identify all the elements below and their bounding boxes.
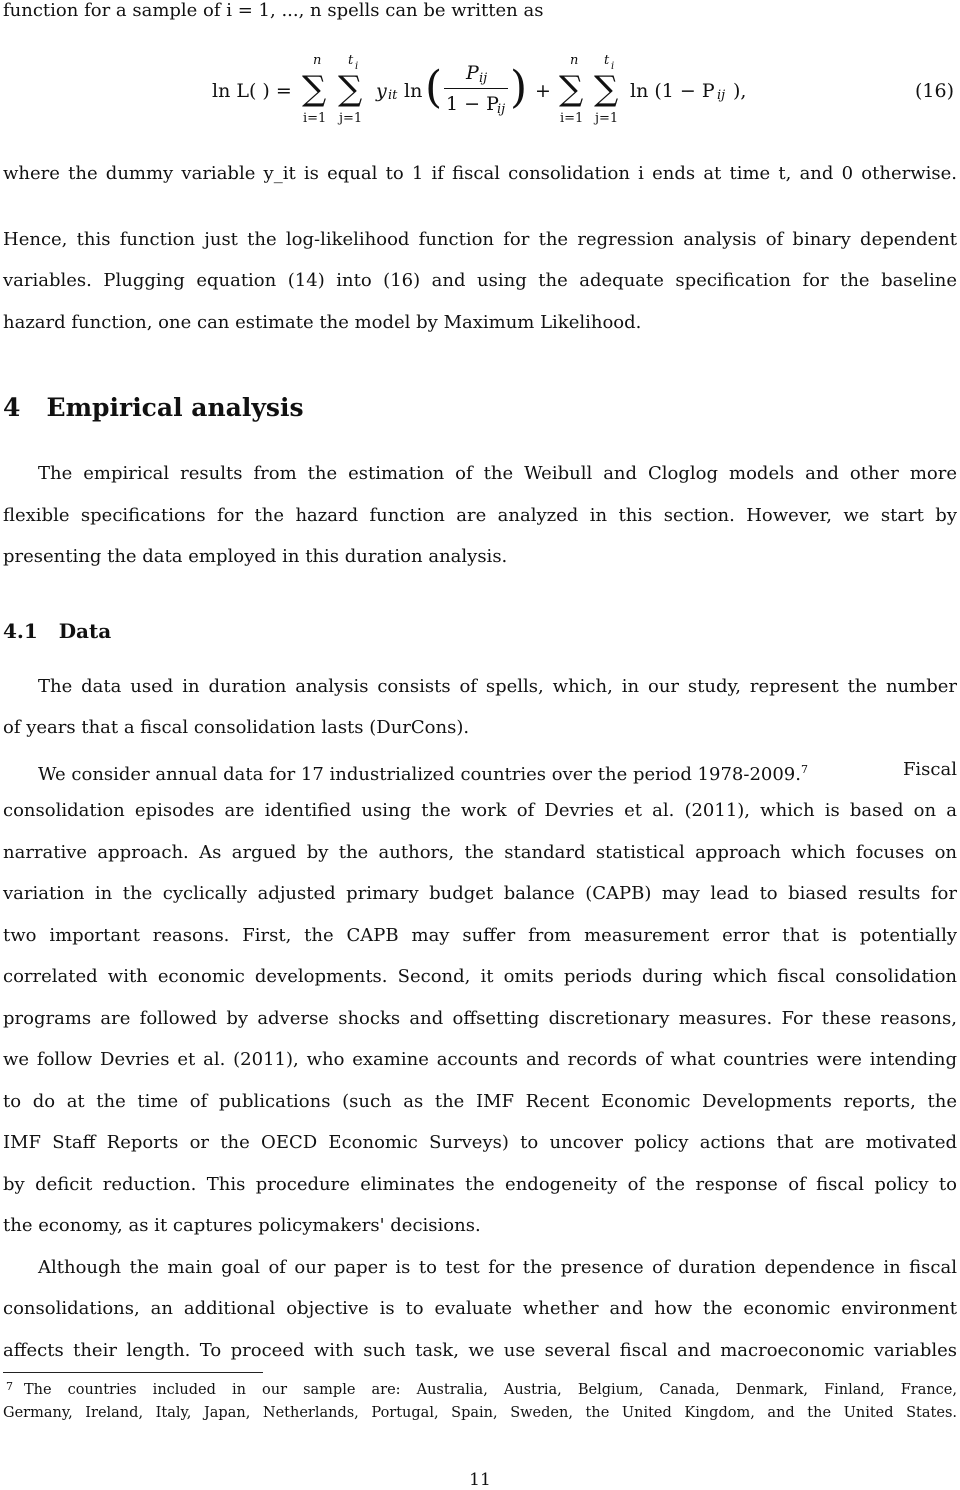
text-line: presenting the data employed in this duration analysis. [3, 546, 508, 567]
footnote-line [6, 1380, 957, 1400]
text-line: correlated with economic developments. Second, it omits periods during which fiscal consolidation [3, 966, 957, 987]
text-line: by deficit reduction. This procedure eliminates the endogeneity of the response of fiscal policy to [3, 1174, 957, 1195]
plus-sign: + [535, 80, 551, 102]
text-line: IMF Staff Reports or the OECD Economic Surveys) to uncover policy actions that are motivated [3, 1132, 957, 1153]
footnote-text: The countries included in our sample are: Australia, Austria, Belgium, Canada, Denmark, Finland, France, [24, 1382, 957, 1398]
sum-symbol: ∑ [338, 69, 363, 109]
text-span: We consider annual data for 17 industrialized countries over the period 1978-2009. [38, 764, 801, 785]
footnote-mark: 7 [6, 1380, 13, 1393]
page-number: 11 [469, 1470, 491, 1490]
text-line: the economy, as it captures policymakers' decisions. [3, 1215, 481, 1236]
subsection-title: Data [58, 619, 112, 643]
sum-lower: i=1 [560, 111, 584, 126]
text-line: where the dummy variable y_it is equal to 1 if fiscal consolidation i ends at time t, and 0 otherwise. [3, 163, 957, 184]
sum-upper-sub: i [611, 61, 615, 72]
fraction-denominator-sub: ij [497, 102, 506, 117]
term-y-sub: it [388, 88, 398, 103]
text-line [38, 759, 957, 786]
ln-term-sub: ij [717, 88, 726, 103]
text-line: flexible specifications for the hazard function are analyzed in this section. However, we start by [3, 505, 957, 526]
section-number: 4 [3, 393, 21, 422]
ln-term: ln (1 − P [630, 80, 715, 102]
text-line: variation in the cyclically adjusted primary budget balance (CAPB) may lead to biased results for [3, 883, 957, 904]
text-line: of years that a fiscal consolidation lasts (DurCons). [3, 717, 470, 738]
subsection-number: 4.1 [3, 619, 38, 643]
footnote-line: Germany, Ireland, Italy, Japan, Netherlands, Portugal, Spain, Sweden, the United Kingdom, and the United States. [3, 1405, 957, 1421]
text-line: The data used in duration analysis consists of spells, which, in our study, represent the number [38, 676, 957, 697]
footnote-rule [3, 1372, 263, 1373]
right-paren: ) [510, 62, 528, 113]
text-line: variables. Plugging equation (14) into (16) and using the adequate specification for the baseline [3, 270, 957, 291]
sum-upper: n [313, 53, 322, 68]
fraction-denominator: 1 − P [446, 93, 499, 115]
sum-lower: i=1 [303, 111, 327, 126]
fraction-numerator-sub: ij [479, 71, 488, 86]
left-paren: ( [425, 62, 443, 113]
text-line: hazard function, one can estimate the model by Maximum Likelihood. [3, 312, 642, 333]
fraction-bar [444, 88, 508, 89]
ln-term-end: ), [733, 80, 747, 102]
sum-symbol: ∑ [594, 69, 619, 109]
text-line: we follow Devries et al. (2011), who examine accounts and records of what countries were intending [3, 1049, 957, 1070]
text-line: consolidations, an additional objective is to evaluate whether and how the economic environment [3, 1298, 957, 1319]
text-line: function for a sample of i = 1, ..., n spells can be written as [3, 0, 544, 21]
equation-number: (16) [914, 80, 954, 102]
equation-lhs: ln L( ) = [212, 80, 292, 102]
term-y: y [376, 80, 387, 102]
sum-lower: j=1 [339, 111, 363, 126]
equation-16 [0, 0, 960, 140]
sum-symbol: ∑ [302, 69, 327, 109]
fraction-numerator: P [466, 62, 479, 84]
text-line: to do at the time of publications (such as the IMF Recent Economic Developments reports, the [3, 1091, 957, 1112]
text-line: narrative approach. As argued by the authors, the standard statistical approach which focuses on [3, 842, 957, 863]
sum-upper: t [604, 53, 610, 68]
sum-upper: t [348, 53, 354, 68]
sum-lower: j=1 [595, 111, 619, 126]
footnote-marker: 7 [800, 763, 808, 776]
subsection-heading [3, 619, 111, 643]
text-line: two important reasons. First, the CAPB may suffer from measurement error that is potentially [3, 925, 957, 946]
text-line: programs are followed by adverse shocks and offsetting discretionary measures. For these reasons, [3, 1008, 957, 1029]
text-line: Hence, this function just the log-likelihood function for the regression analysis of binary dependent [3, 229, 957, 250]
text-line: Although the main goal of our paper is to test for the presence of duration dependence in fiscal [38, 1257, 957, 1278]
ln-operator: ln [404, 80, 423, 102]
sum-upper: n [570, 53, 579, 68]
text-span: Fiscal [902, 759, 957, 780]
section-heading [3, 393, 304, 423]
sum-upper-sub: i [355, 61, 359, 72]
text-line: consolidation episodes are identified using the work of Devries et al. (2011), which is based on a [3, 800, 957, 821]
text-line: The empirical results from the estimation of the Weibull and Cloglog models and other more [38, 463, 957, 484]
section-title: Empirical analysis [46, 393, 304, 422]
sum-symbol: ∑ [559, 69, 584, 109]
text-line: affects their length. To proceed with such task, we use several fiscal and macroeconomic variables [3, 1340, 957, 1361]
